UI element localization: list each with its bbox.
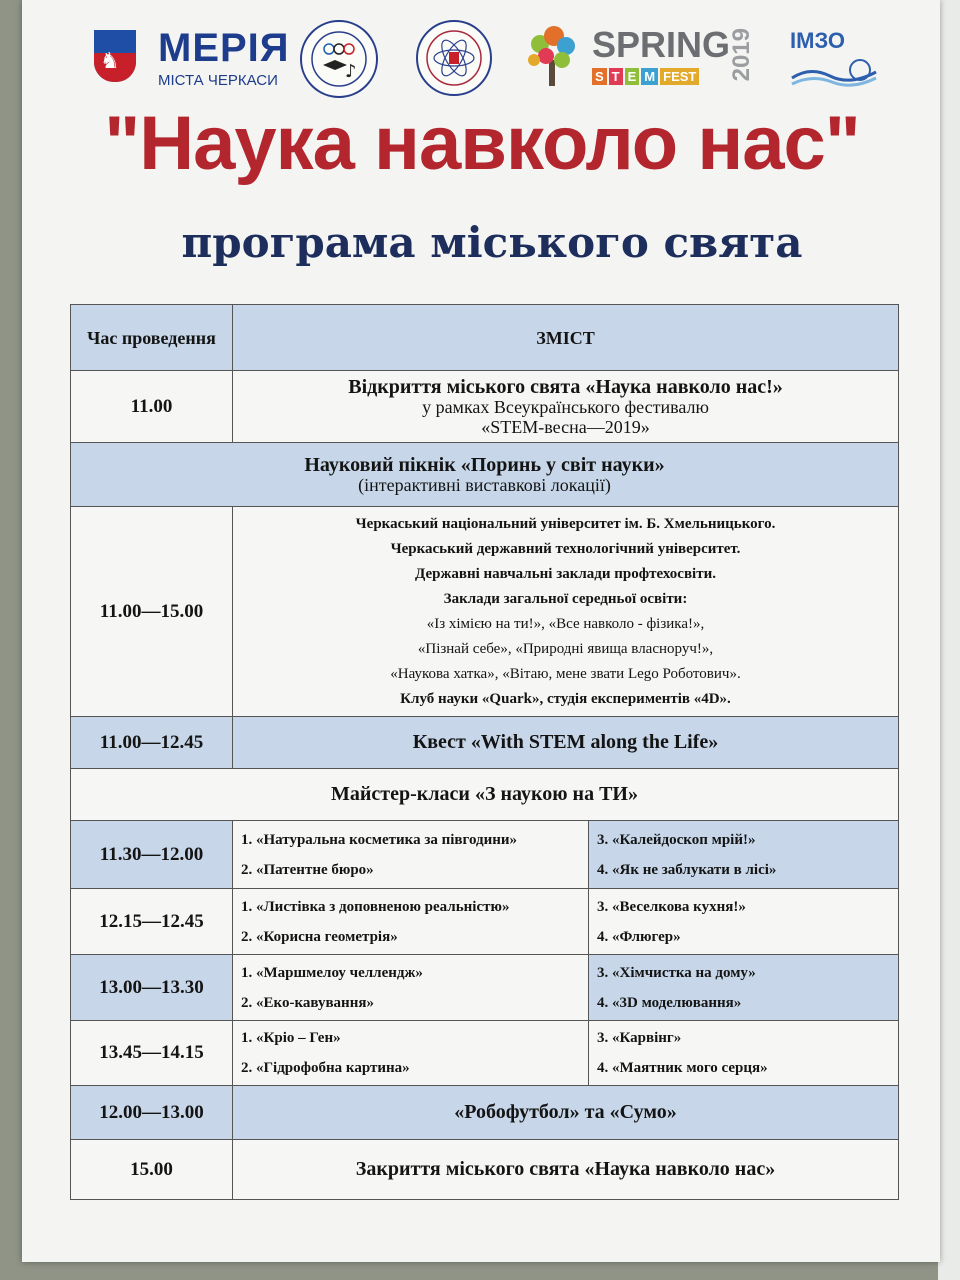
masterclass-item: 4. «Флюгер» (597, 928, 681, 945)
masterclass-item: 2. «Гідрофобна картина» (241, 1060, 410, 1076)
stemfest-badge (592, 68, 699, 85)
location-line: Черкаський національний університет ім. Б. Хмельницького. (355, 515, 776, 532)
quest-title: Квест «With STEM along the Life» (233, 717, 899, 769)
location-line: Державні навчальні заклади профтехосвіти. (415, 565, 716, 582)
logos-row (22, 18, 940, 98)
row-time: 12.15—12.45 (71, 889, 233, 955)
masterclass-item: 4. «3D моделювання» (597, 994, 742, 1011)
imzo-globe-icon (790, 58, 878, 88)
masterclass-right (589, 1021, 899, 1086)
row-time: 11.30—12.00 (71, 821, 233, 889)
picnic-cell (71, 443, 899, 507)
masterclass-item: 1. «Натуральна косметика за півгодини» (241, 831, 518, 848)
stemfest-letter: T (609, 68, 623, 85)
spring-year: 2019 (728, 28, 755, 82)
masterclass-item: 3. «Калейдоскоп мрій!» (597, 831, 756, 848)
masterclass-item: 3. «Хімчистка на дому» (597, 964, 756, 981)
sub-title: програма міського свята (181, 218, 803, 267)
location-line: Заклади загальної середньої освіти: (443, 590, 688, 607)
masterclass-item: 4. «Маятник мого серця» (597, 1060, 768, 1076)
meria-title: МЕРІЯ (158, 26, 290, 70)
masterclass-row (71, 1021, 899, 1086)
row-time: 13.45—14.15 (71, 1021, 233, 1086)
school-emblem-icon (300, 20, 378, 98)
masterclass-item: 2. «Патентне бюро» (241, 861, 374, 878)
spring-tree-icon (522, 22, 582, 88)
masterclass-left (233, 1021, 589, 1086)
masterclass-right (589, 889, 899, 955)
main-title: "Наука навколо нас" (104, 101, 860, 186)
picnic-title: Науковий пікнік «Поринь у світ науки» (304, 453, 665, 476)
stemfest-letter: E (625, 68, 640, 85)
masterclass-right (589, 955, 899, 1021)
svg-text:♪: ♪ (345, 61, 357, 82)
imzo-title: ІМЗО (790, 28, 846, 53)
table-row (71, 1140, 899, 1200)
masterclasses-title: Майстер-класи «З наукою на ТИ» (71, 769, 899, 821)
location-line: Клуб науки «Quark», студія експериментів «4D». (400, 690, 731, 707)
table-header-row (71, 305, 899, 371)
masterclass-right (589, 821, 899, 889)
picnic-subtitle: (інтерактивні виставкові локації) (358, 474, 611, 495)
coat-of-arms-icon: ♞ (94, 30, 136, 82)
row-time: 15.00 (71, 1140, 233, 1200)
row-time: 12.00—13.00 (71, 1086, 233, 1140)
row-time: 11.00—12.45 (71, 717, 233, 769)
table-row (71, 1086, 899, 1140)
location-line: Черкаський державний технологічний університет. (390, 540, 741, 557)
methodical-cabinet-emblem-icon (416, 20, 492, 96)
row-time: 13.00—13.30 (71, 955, 233, 1021)
masterclass-item: 1. «Листівка з доповненою реальністю» (241, 898, 510, 915)
masterclass-row (71, 889, 899, 955)
masterclass-left (233, 821, 589, 889)
masterclass-item: 3. «Карвінг» (597, 1030, 682, 1046)
masterclass-item: 2. «Корисна геометрія» (241, 928, 398, 945)
table-row (71, 769, 899, 821)
table-row (71, 371, 899, 443)
masterclass-left (233, 955, 589, 1021)
meria-subtitle: МІСТА ЧЕРКАСИ (158, 72, 278, 89)
header-time: Час проведення (71, 305, 233, 371)
header-content: ЗМІСТ (233, 305, 899, 371)
stemfest-letter: S (592, 68, 607, 85)
spring-title: SPRING (592, 24, 731, 65)
masterclass-item: 4. «Як не заблукати в лісі» (597, 861, 777, 878)
schedule-table (70, 304, 899, 1200)
masterclass-item: 2. «Еко-кавування» (241, 994, 374, 1011)
locations-cell (233, 507, 899, 717)
table-row (71, 717, 899, 769)
stemfest-letter: M (641, 68, 658, 85)
poster (22, 0, 940, 1262)
background-strip (938, 0, 960, 1280)
row-time: 11.00 (71, 371, 233, 443)
opening-cell (233, 371, 899, 443)
table-row (71, 443, 899, 507)
stemfest-letter: FEST (660, 68, 699, 85)
opening-line: у рамках Всеукраїнського фестивалю (422, 396, 709, 417)
location-line: «Пізнай себе», «Природні явища власноруч!», (417, 640, 714, 657)
masterclass-left (233, 889, 589, 955)
location-line: «Із хімією на ти!», «Все навколо - фізика!», (426, 615, 705, 632)
opening-line: «STEM-весна—2019» (481, 416, 650, 437)
masterclass-item: 3. «Веселкова кухня!» (597, 898, 746, 915)
masterclass-row (71, 955, 899, 1021)
closing-title: Закриття міського свята «Наука навколо нас» (233, 1140, 899, 1200)
table-row (71, 507, 899, 717)
location-line: «Наукова хатка», «Вітаю, мене звати Lego Роботович». (390, 665, 741, 682)
row-time: 11.00—15.00 (71, 507, 233, 717)
robo-title: «Робофутбол» та «Сумо» (233, 1086, 899, 1140)
opening-title: Відкриття міського свята «Наука навколо нас!» (348, 375, 783, 398)
masterclass-item: 1. «Кріо – Ген» (241, 1030, 341, 1046)
masterclass-row (71, 821, 899, 889)
masterclass-item: 1. «Маршмелоу челлендж» (241, 964, 423, 981)
